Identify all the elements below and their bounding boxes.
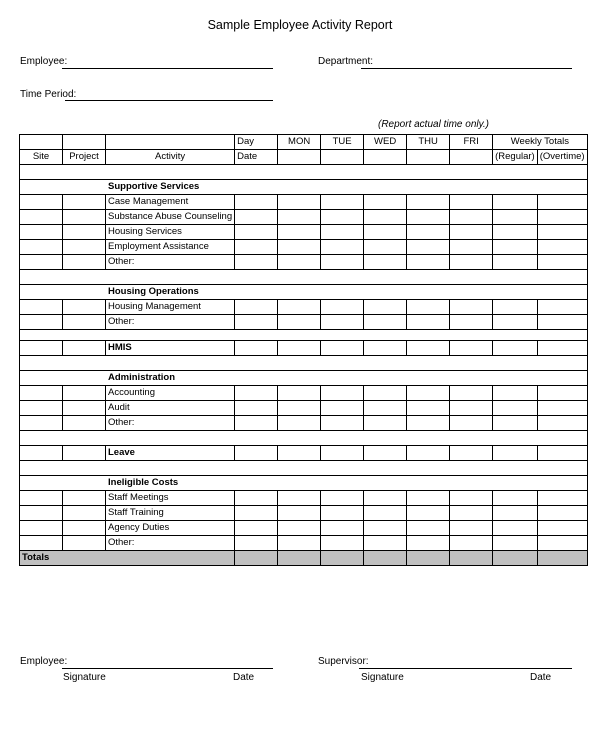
table-row: [20, 240, 588, 255]
table-row: [20, 255, 588, 270]
time-period-label: Time Period:: [20, 89, 77, 100]
supervisor-date-caption: Date: [530, 672, 552, 683]
activity-cell: Agency Duties: [106, 521, 235, 536]
supervisor-signature-line[interactable]: [359, 668, 572, 669]
spacer-row: [20, 165, 588, 180]
table-row: [20, 210, 588, 225]
table-row: [20, 521, 588, 536]
activity-cell[interactable]: Other:: [106, 416, 235, 431]
employee-label: Employee:: [20, 56, 68, 67]
employee-input-line[interactable]: [62, 68, 273, 69]
header-row-1: [20, 135, 588, 150]
weekly-totals-header: Weekly Totals: [493, 135, 587, 150]
table-row: [20, 225, 588, 240]
activity-cell: Case Management: [106, 195, 235, 210]
mon-header: MON: [278, 135, 321, 150]
header-row-2: [20, 150, 588, 165]
activity-cell[interactable]: Other:: [106, 255, 235, 270]
section-row: [20, 180, 588, 195]
table-row: [20, 506, 588, 521]
spacer-row: [20, 461, 588, 476]
thu-header: THU: [407, 135, 450, 150]
spacer-row: [20, 270, 588, 285]
section-housing-operations: Housing Operations: [106, 285, 588, 300]
table-row: [20, 491, 588, 506]
activity-cell: Substance Abuse Counseling: [106, 210, 235, 225]
report-note: (Report actual time only.): [378, 119, 489, 130]
table-row: [20, 446, 588, 461]
section-row: [20, 371, 588, 386]
time-period-input-line[interactable]: [65, 100, 273, 101]
activity-cell: Employment Assistance: [106, 240, 235, 255]
activity-cell: Housing Services: [106, 225, 235, 240]
section-row: [20, 285, 588, 300]
section-administration: Administration: [106, 371, 588, 386]
footer-employee-label: Employee:: [20, 656, 68, 667]
wed-header: WED: [364, 135, 407, 150]
totals-row: [20, 551, 588, 566]
activity-cell[interactable]: Other:: [106, 315, 235, 330]
supervisor-signature-caption: Signature: [361, 672, 404, 683]
section-hmis: HMIS: [106, 341, 235, 356]
table-row: [20, 195, 588, 210]
table-row: [20, 386, 588, 401]
section-row: [20, 476, 588, 491]
spacer-row: [20, 431, 588, 446]
activity-cell: Housing Management: [106, 300, 235, 315]
table-row: [20, 300, 588, 315]
section-supportive-services: Supportive Services: [106, 180, 588, 195]
activity-cell: Audit: [106, 401, 235, 416]
department-input-line[interactable]: [361, 68, 572, 69]
table-row: [20, 416, 588, 431]
section-ineligible-costs: Ineligible Costs: [106, 476, 588, 491]
activity-cell: Staff Training: [106, 506, 235, 521]
table-row: [20, 401, 588, 416]
table-row: [20, 341, 588, 356]
department-label: Department:: [318, 56, 374, 67]
spacer-row: [20, 356, 588, 371]
overtime-header: (Overtime): [537, 150, 587, 165]
activity-cell: Staff Meetings: [106, 491, 235, 506]
table-row: [20, 315, 588, 330]
footer-supervisor-label: Supervisor:: [318, 656, 369, 667]
spacer-row: [20, 330, 588, 341]
activity-header: Activity: [106, 150, 235, 165]
activity-cell: Accounting: [106, 386, 235, 401]
site-header: Site: [20, 150, 63, 165]
employee-signature-line[interactable]: [62, 668, 273, 669]
activity-table: [19, 134, 588, 566]
totals-label: Totals: [20, 551, 235, 566]
report-title: Sample Employee Activity Report: [207, 18, 393, 32]
section-leave: Leave: [106, 446, 235, 461]
project-header: Project: [63, 150, 106, 165]
regular-header: (Regular): [493, 150, 538, 165]
fri-header: FRI: [450, 135, 493, 150]
table-row: [20, 536, 588, 551]
activity-cell[interactable]: Other:: [106, 536, 235, 551]
employee-signature-caption: Signature: [63, 672, 106, 683]
date-header: Date: [235, 150, 278, 165]
day-header: Day: [235, 135, 278, 150]
tue-header: TUE: [321, 135, 364, 150]
employee-date-caption: Date: [233, 672, 255, 683]
